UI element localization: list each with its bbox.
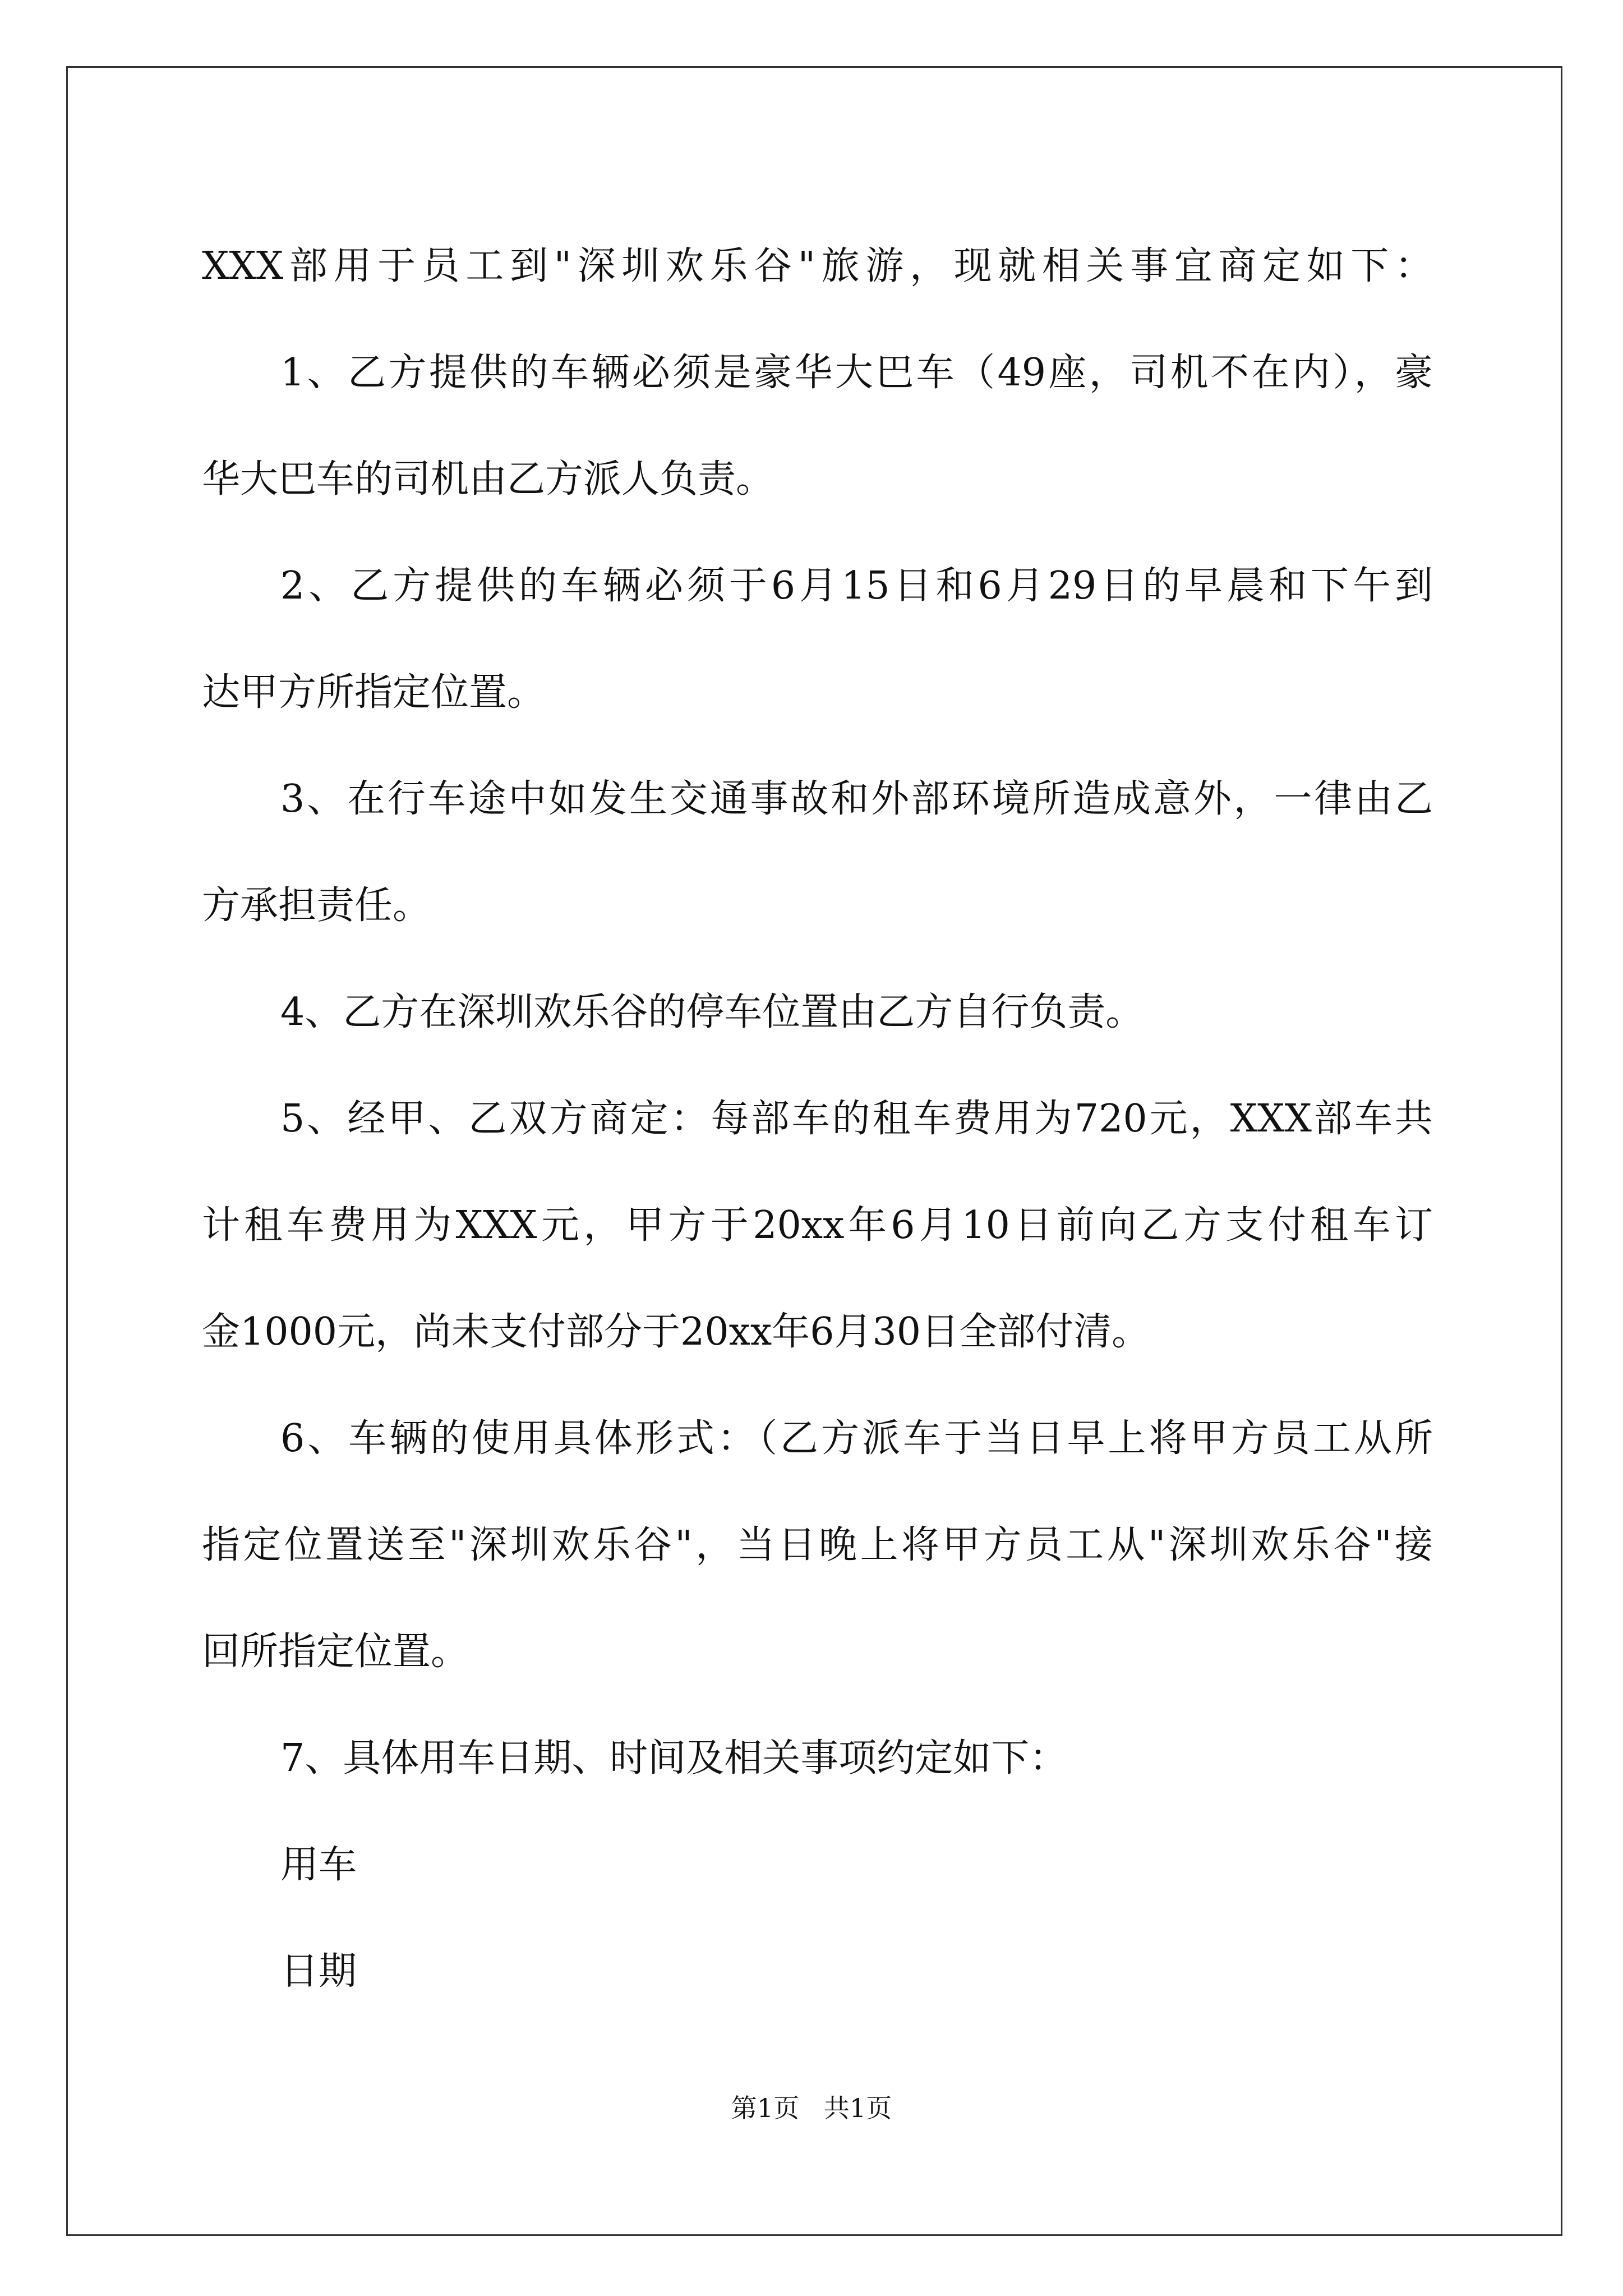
- document-body: [202, 213, 1433, 2025]
- text-line-clause-6: 6、车辆的使用具体形式：（乙方派车于当日早上将甲方员工从所: [280, 1416, 1433, 1461]
- text-line-clause-3: 3、在行车途中如发生交通事故和外部环境所造成意外，一律由乙: [280, 777, 1433, 821]
- text-line-clause-6-cont-2: 回所指定位置。: [202, 1630, 469, 1674]
- text-line-clause-2-cont: 达甲方所指定位置。: [202, 670, 546, 715]
- text-line-intro: XXX部用于员工到"深圳欢乐谷"旅游，现就相关事宜商定如下：: [202, 244, 1433, 288]
- text-line-clause-4: 4、乙方在深圳欢乐谷的停车位置由乙方自行负责。: [280, 990, 1144, 1034]
- text-line-clause-3-cont: 方承担责任。: [202, 884, 431, 928]
- page-number-footer: 第1页 共1页: [731, 2093, 892, 2123]
- text-line-usage-label: 用车: [280, 1843, 357, 1887]
- text-line-date-label: 日期: [280, 1949, 357, 1994]
- text-line-clause-1-cont: 华大巴车的司机由乙方派人负责。: [202, 457, 774, 501]
- text-line-clause-7: 7、具体用车日期、时间及相关事项约定如下：: [280, 1736, 1068, 1780]
- text-line-clause-2: 2、乙方提供的车辆必须于6月15日和6月29日的早晨和下午到: [280, 564, 1433, 608]
- text-line-clause-5-cont-2: 金1000元，尚未支付部分于20xx年6月30日全部付清。: [202, 1310, 1150, 1354]
- text-line-clause-1: 1、乙方提供的车辆必须是豪华大巴车（49座，司机不在内），豪: [280, 351, 1433, 395]
- text-line-clause-6-cont-1: 指定位置送至"深圳欢乐谷"，当日晚上将甲方员工从"深圳欢乐谷"接: [202, 1523, 1433, 1567]
- text-line-clause-5-cont-1: 计租车费用为XXX元，甲方于20xx年6月10日前向乙方支付租车订: [202, 1203, 1433, 1248]
- text-line-clause-5: 5、经甲、乙双方商定：每部车的租车费用为720元，XXX部车共: [280, 1097, 1433, 1141]
